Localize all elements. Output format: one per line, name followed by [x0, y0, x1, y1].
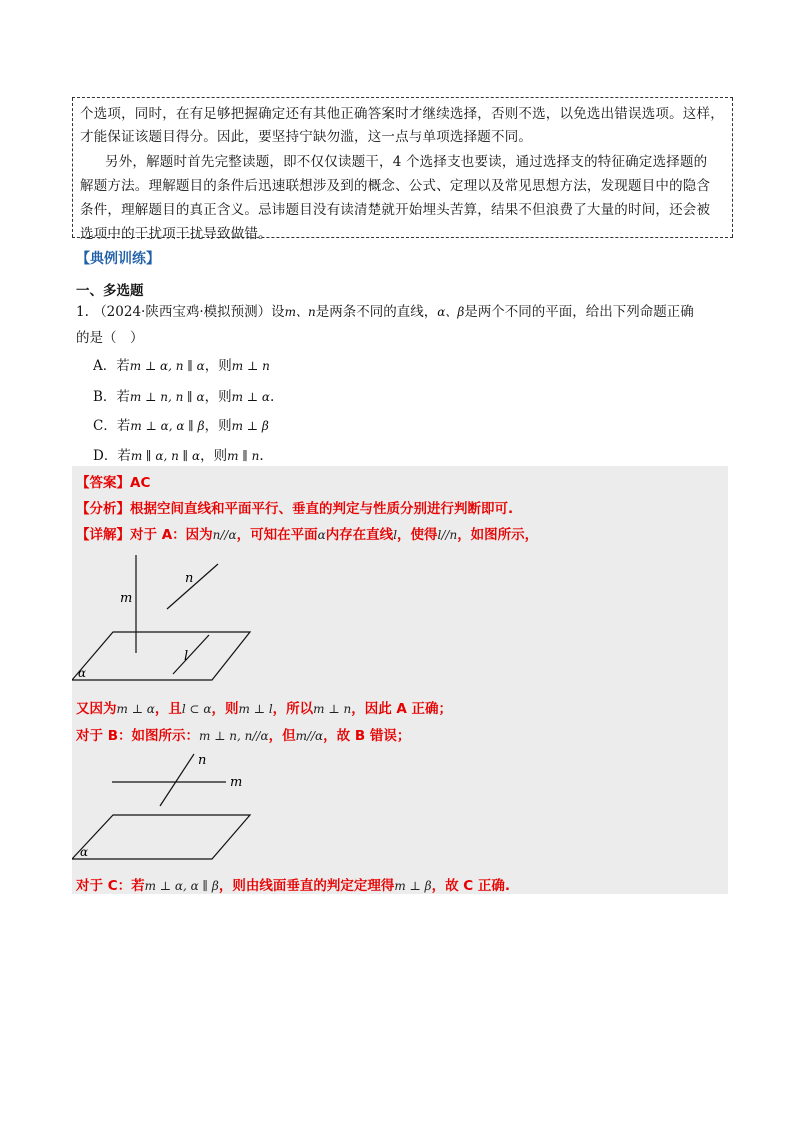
question-lines-mn: m、n: [284, 305, 316, 319]
detail-line-b: [76, 724, 410, 744]
option-a-condition: m ⊥ α, n ∥ α: [129, 359, 205, 373]
option-d-label: D．若: [93, 448, 131, 464]
line-c-math-1: m ⊥ α, α ∥ β: [144, 879, 219, 893]
line-c-text-3: ，故 C 正确.: [431, 878, 511, 894]
detail-tag: 【详解】: [76, 527, 130, 543]
label-alpha-b: α: [80, 845, 89, 859]
option-a-label: A．若: [93, 358, 130, 374]
analysis-line: [76, 497, 513, 517]
option-c: [93, 414, 269, 434]
option-d-condition: m ∥ α, n ∥ α: [130, 449, 201, 463]
question-text-1: 是两条不同的直线，: [315, 304, 438, 320]
line-a2-math-2: l ⊂ α: [181, 702, 212, 716]
figure-b-diagram: [72, 748, 262, 863]
label-m-b: m: [230, 775, 243, 790]
line-b-math-2: m//α: [295, 729, 324, 743]
detail-line-a: [76, 523, 538, 543]
detail-a-text-2: ，可知在平面: [236, 527, 318, 543]
tip-line-6: 选项中的干扰项干扰导致做错。: [80, 226, 272, 242]
label-alpha-a: α: [78, 666, 87, 680]
figure-a-diagram: [72, 555, 262, 685]
tip-line-2: 才能保证该题目得分。因此，要坚持宁缺勿滥，这一点与单项选择题不同。: [80, 129, 533, 145]
tip-line-5: 条件，理解题目的真正含义。忌讳题目没有读清楚就开始埋头苦算，结果不但浪费了大量的时间，还会被: [80, 202, 711, 218]
detail-a-text-3: 内存在直线: [325, 527, 394, 543]
option-b-label: B．若: [93, 389, 130, 405]
label-n-b: n: [198, 753, 207, 768]
line-a2-text-1: 又因为: [76, 701, 117, 717]
detail-line-a2: [76, 697, 452, 717]
detail-a-text-5: ，如图所示，: [457, 527, 539, 543]
detail-a-math-1: n//α: [212, 528, 237, 542]
label-n-a: n: [185, 571, 194, 586]
line-a2-math-1: m ⊥ α: [116, 702, 155, 716]
question-stem: [76, 300, 694, 320]
detail-a-text-4: ，使得: [397, 527, 438, 543]
line-c-text-1: 对于 C：若: [76, 878, 145, 894]
option-b-then: ，则: [204, 389, 232, 405]
option-b-end: .: [269, 389, 275, 405]
option-b: [93, 385, 274, 405]
option-d: [93, 444, 264, 464]
plane-alpha-b: [72, 815, 250, 859]
question-source: （2024·陕西宝鸡·模拟预测）设: [93, 304, 285, 320]
answer-line: [76, 471, 150, 491]
line-a2-text-2: ，且: [154, 701, 182, 717]
detail-a-math-3: l: [393, 528, 398, 542]
line-l-a: [173, 635, 209, 674]
question-text-2: 是两个不同的平面，给出下列命题正确: [464, 304, 694, 320]
option-a-then: ，则: [204, 358, 232, 374]
line-b-text-3: ，故 B 错误；: [323, 728, 411, 744]
line-c-math-2: m ⊥ β: [394, 879, 432, 893]
question-number: 1.: [76, 304, 89, 320]
option-b-condition: m ⊥ n, n ∥ α: [129, 390, 205, 404]
line-n-b: [160, 754, 194, 806]
line-a2-text-5: ，因此 A 正确；: [351, 701, 453, 717]
question-planes: α、β: [437, 305, 465, 319]
subsection-title: 一、多选题: [76, 283, 144, 299]
section-title: 【典例训练】: [76, 251, 160, 267]
option-a: [93, 354, 270, 374]
analysis-text: 根据空间直线和平面平行、垂直的判定与性质分别进行判断即可.: [130, 501, 514, 517]
option-c-condition: m ⊥ α, α ∥ β: [130, 419, 205, 433]
question-stem-cont: 的是（ ）: [76, 330, 144, 346]
option-d-then: ，则: [200, 448, 228, 464]
plane-alpha-a: [72, 632, 250, 680]
line-b-text-2: ，但: [268, 728, 296, 744]
line-a2-math-4: m ⊥ n: [313, 702, 352, 716]
analysis-tag: 【分析】: [76, 501, 130, 517]
line-a2-math-3: m ⊥ l: [238, 702, 273, 716]
line-b-text-1: 对于 B：如图所示：: [76, 728, 199, 744]
detail-a-text-1: 对于 A：因为: [130, 527, 213, 543]
detail-a-math-2: α: [317, 528, 326, 542]
option-c-label: C．若: [93, 418, 131, 434]
tip-line-4: 解题方法。理解题目的条件后迅速联想涉及到的概念、公式、定理以及常见思想方法，发现题目中的隐含: [80, 178, 711, 194]
option-c-then: ，则: [204, 418, 232, 434]
answer-value: AC: [130, 475, 151, 491]
tip-line-1: 个选项，同时，在有足够把握确定还有其他正确答案时才继续选择，否则不选，以免选出错误选项。这样，: [80, 106, 724, 122]
option-a-conclusion: m ⊥ n: [231, 359, 270, 373]
option-d-conclusion: m ∥ n: [227, 449, 260, 463]
line-a2-text-3: ，则: [211, 701, 239, 717]
line-c-text-2: ，则由线面垂直的判定定理得: [218, 878, 395, 894]
tip-line-3: 另外，解题时首先完整读题，即不仅仅读题干，4 个选择支也要读，通过选择支的特征确定选择题的: [105, 154, 708, 170]
option-c-conclusion: m ⊥ β: [231, 419, 269, 433]
answer-tag: 【答案】: [76, 475, 130, 491]
line-b-math-1: m ⊥ n, n//α: [199, 729, 269, 743]
detail-a-math-4: l//n: [437, 528, 458, 542]
label-m-a: m: [120, 591, 133, 606]
option-b-conclusion: m ⊥ α: [231, 390, 270, 404]
line-a2-text-4: ，所以: [272, 701, 314, 717]
label-l-a: l: [184, 649, 189, 664]
option-d-end: .: [259, 448, 264, 464]
detail-line-c: [76, 874, 510, 894]
